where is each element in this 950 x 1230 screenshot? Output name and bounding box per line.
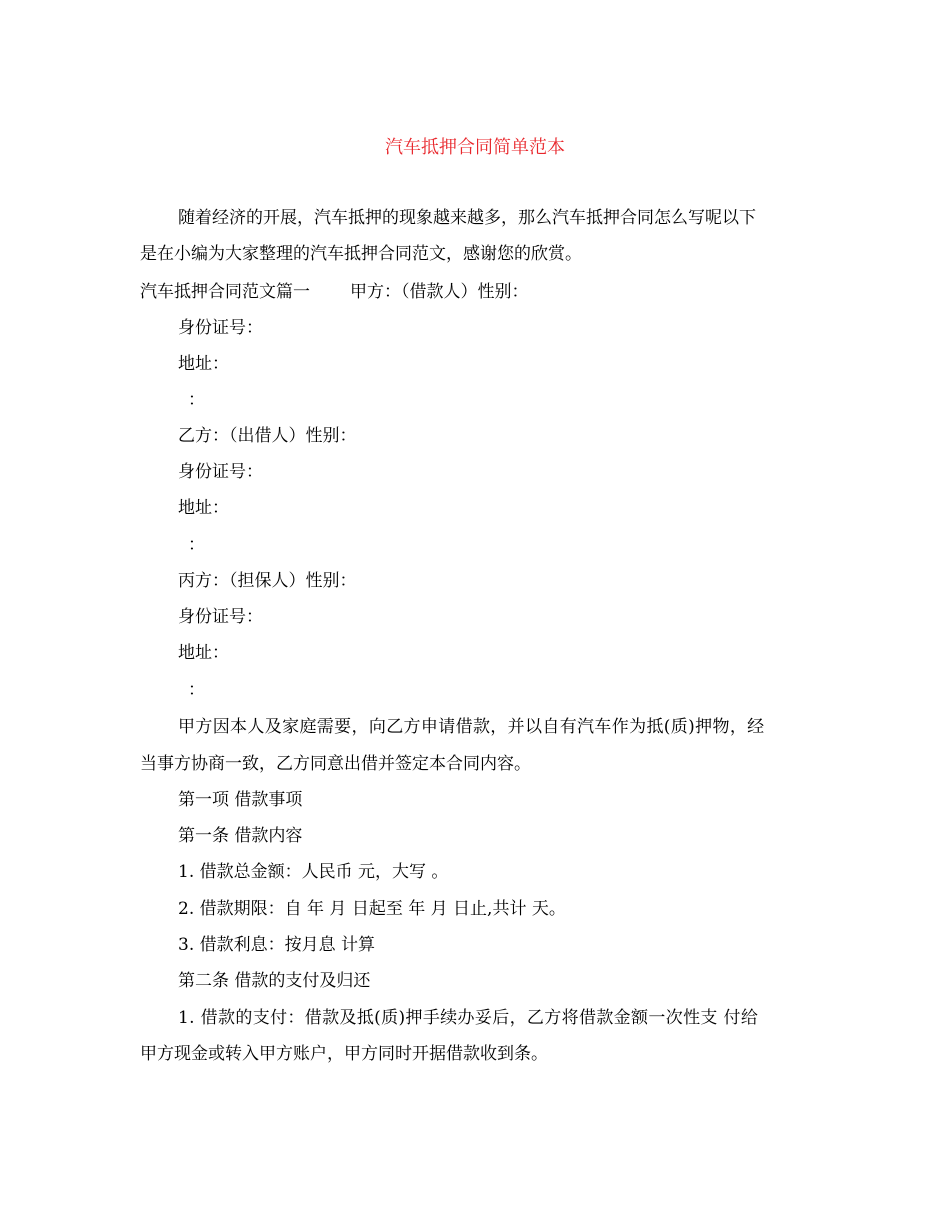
party-b-id: 身份证号： — [178, 462, 263, 482]
party-c-line: 丙方：（担保人）性别： — [178, 571, 357, 591]
article-2-heading: 第二条 借款的支付及归还 — [178, 971, 371, 991]
sample-heading-row — [140, 280, 812, 304]
preamble-line-2: 当事方协商一致，乙方同意出借并签定本合同内容。 — [140, 754, 531, 774]
party-c-id: 身份证号： — [178, 607, 263, 627]
clause-2-1-line-1: 1. 借款的支付：借款及抵(质)押手续办妥后，乙方将借款金额一次性支 付给 — [178, 1008, 759, 1028]
party-c-address: 地址： — [178, 643, 229, 663]
intro-line-1: 随着经济的开展，汽车抵押的现象越来越多，那么汽车抵押合同怎么写呢以下 — [178, 208, 756, 228]
item-1-heading: 第一项 借款事项 — [178, 790, 303, 810]
party-a-id: 身份证号： — [178, 318, 263, 338]
article-1-heading: 第一条 借款内容 — [178, 826, 303, 846]
sample-heading: 汽车抵押合同范文篇一 — [140, 282, 310, 302]
party-c-colon: ： — [188, 680, 205, 700]
party-a-line: 甲方：（借款人）性别： — [350, 282, 529, 302]
clause-1-3: 3. 借款利息：按月息 计算 — [178, 935, 376, 955]
intro-line-2: 是在小编为大家整理的汽车抵押合同范文，感谢您的欣赏。 — [140, 244, 582, 264]
party-b-address: 地址： — [178, 498, 229, 518]
clause-1-2: 2. 借款期限：自 年 月 日起至 年 月 日止,共计 天。 — [178, 899, 566, 919]
clause-1-1: 1. 借款总金额：人民币 元，大写 。 — [178, 862, 449, 882]
party-a-address: 地址： — [178, 354, 229, 374]
party-b-line: 乙方：（出借人）性别： — [178, 426, 357, 446]
document-title: 汽车抵押合同简单范本 — [385, 137, 565, 158]
party-a-colon: ： — [188, 390, 205, 410]
clause-2-1-line-2: 甲方现金或转入甲方账户，甲方同时开据借款收到条。 — [140, 1044, 548, 1064]
party-b-colon: ： — [188, 535, 205, 555]
preamble-line-1: 甲方因本人及家庭需要，向乙方申请借款，并以自有汽车作为抵(质)押物，经 — [178, 717, 765, 737]
